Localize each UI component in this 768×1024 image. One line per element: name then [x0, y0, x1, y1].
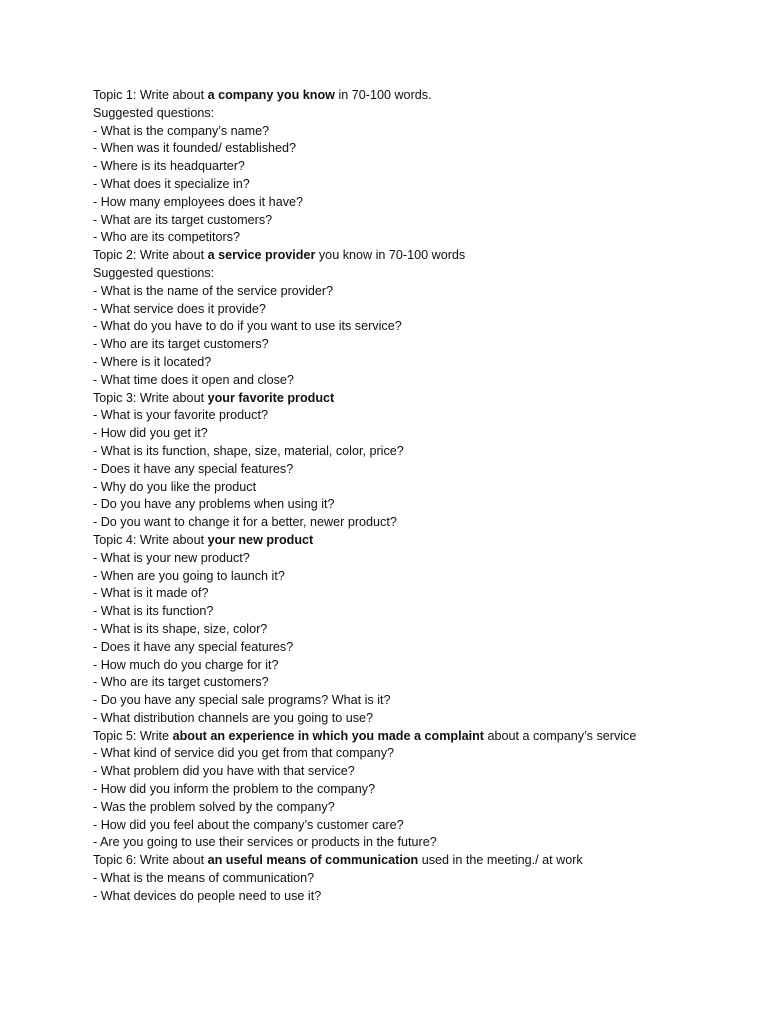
question-item: - What does it specialize in?	[93, 176, 250, 191]
question-item: - Who are its target customers?	[93, 337, 269, 352]
question-item: - How many employees does it have?	[93, 194, 303, 209]
question-item: - Who are its target customers?	[93, 675, 269, 690]
question-item: - What do you have to do if you want to use its service?	[93, 319, 402, 334]
topic-suffix: you know in 70-100 words	[315, 248, 466, 263]
topic-heading	[93, 532, 693, 550]
topic-prefix: Topic 4: Write about	[93, 532, 208, 547]
question-item: - Does it have any special features?	[93, 639, 294, 654]
topic-heading	[93, 247, 693, 265]
topic-prefix: Topic 1: Write about	[93, 88, 208, 102]
question-item: - What is your new product?	[93, 550, 250, 565]
question-item: - Does it have any special features?	[93, 461, 294, 476]
topic-prefix: Topic 3: Write about	[93, 390, 208, 405]
document-body	[93, 87, 693, 906]
question-item: - What is the company’s name?	[93, 123, 270, 138]
question-item: - What is the name of the service provider?	[93, 283, 334, 298]
question-item: - Do you have any special sale programs? What is it?	[93, 693, 391, 708]
topic-subject: your favorite product	[207, 390, 335, 405]
question-item: - Do you want to change it for a better, newer product?	[93, 515, 397, 530]
question-item: - What are its target customers?	[93, 212, 273, 227]
topic-heading	[93, 87, 693, 105]
topic-suffix: in 70-100 words.	[334, 88, 432, 102]
topic-heading	[93, 852, 693, 870]
topic-subject: your new product	[207, 532, 314, 547]
question-item: - Where is its headquarter?	[93, 159, 245, 174]
question-item: - What problem did you have with that service?	[93, 764, 355, 779]
question-item: - Where is it located?	[93, 354, 212, 369]
question-item: - What is its function?	[93, 604, 214, 619]
question-item: - How did you feel about the company’s customer care?	[93, 817, 404, 832]
topic-suffix: about a company’s service	[483, 728, 637, 743]
question-item: - Why do you like the product	[93, 479, 257, 494]
question-item: - What service does it provide?	[93, 301, 266, 316]
question-item: - Are you going to use their services or products in the future?	[93, 835, 437, 850]
suggested-questions-label: Suggested questions:	[93, 265, 215, 280]
question-item: - What is it made of?	[93, 586, 209, 601]
question-item: - Who are its competitors?	[93, 230, 240, 245]
topic-prefix: Topic 6: Write about	[93, 853, 208, 868]
question-item: - What is the means of communication?	[93, 871, 315, 886]
topic-subject: an useful means of communication	[207, 853, 419, 868]
question-item: - What kind of service did you get from that company?	[93, 746, 394, 761]
topic-suffix: used in the meeting./ at work	[418, 853, 583, 868]
topic-heading	[93, 390, 693, 408]
topic-subject: a service provider	[207, 248, 316, 263]
question-item: - When was it founded/ established?	[93, 141, 297, 156]
topic-prefix: Topic 5: Write	[93, 728, 173, 743]
topic-heading	[93, 728, 653, 746]
question-item: - How did you inform the problem to the company?	[93, 782, 376, 797]
question-item: - Was the problem solved by the company?	[93, 799, 335, 814]
question-item: - What is its function, shape, size, material, color, price?	[93, 443, 404, 458]
topic-subject: a company you know	[207, 88, 335, 102]
question-item: - How much do you charge for it?	[93, 657, 279, 672]
topic-subject: about an experience in which you made a complaint	[172, 728, 484, 743]
question-item: - How did you get it?	[93, 426, 208, 441]
question-item: - When are you going to launch it?	[93, 568, 285, 583]
question-item: - What devices do people need to use it?	[93, 888, 322, 903]
suggested-questions-label: Suggested questions:	[93, 105, 215, 120]
question-item: - What time does it open and close?	[93, 372, 294, 387]
topic-prefix: Topic 2: Write about	[93, 248, 208, 263]
question-item: - What distribution channels are you going to use?	[93, 710, 374, 725]
question-item: - What is your favorite product?	[93, 408, 268, 423]
question-item: - What is its shape, size, color?	[93, 621, 268, 636]
question-item: - Do you have any problems when using it?	[93, 497, 335, 512]
